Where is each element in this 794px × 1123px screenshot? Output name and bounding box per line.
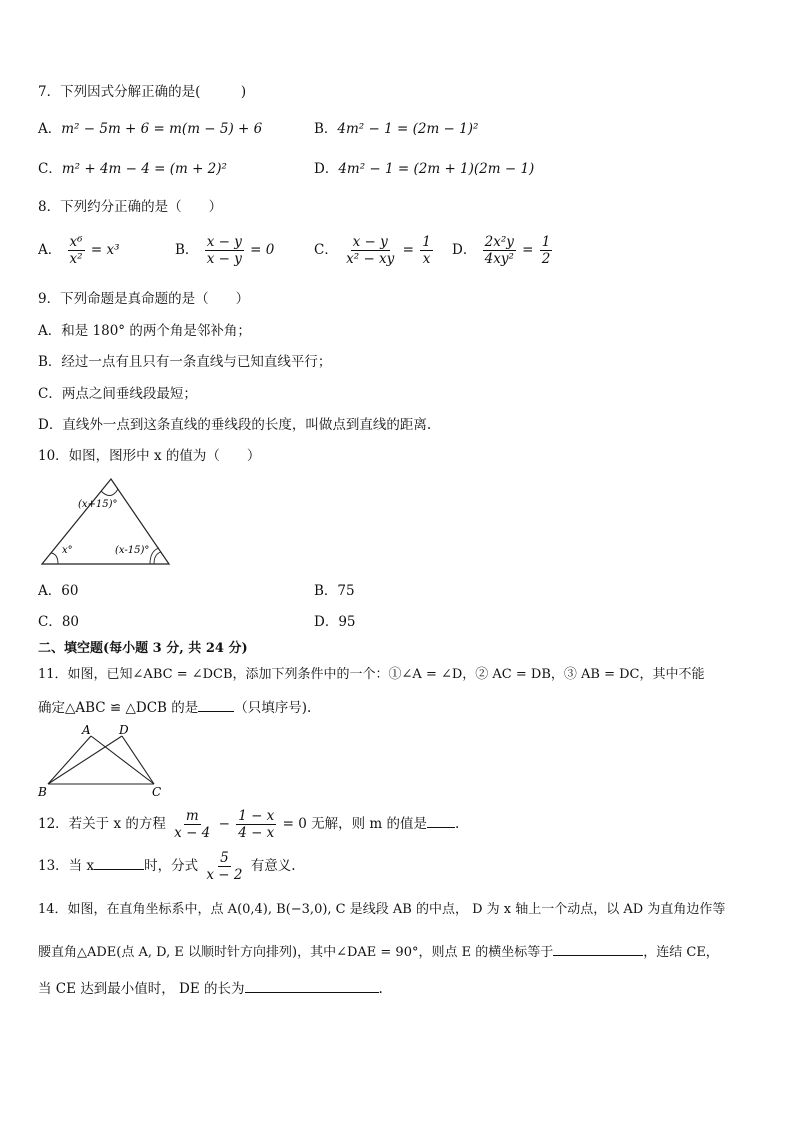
q10-option-d: D．95 [314, 614, 356, 630]
q9-option-c: C．两点之间垂线段最短； [38, 386, 197, 402]
q14-answer-blank-1[interactable] [553, 941, 643, 956]
q13-answer-blank[interactable] [94, 855, 144, 870]
q8-a-fraction: $\frac{\text{x⁶}}{\text{x²}}$ [69, 234, 83, 267]
q8-option-d: D． $\frac{\text{2x²y}}{\text{4xy²}}$ = $\frac{1}{2}$ [452, 234, 551, 267]
q11-triangles-figure [36, 722, 166, 798]
q9-option-b: B．经过一点有且只有一条直线与已知直线平行； [38, 354, 332, 370]
point-c-label: C [152, 785, 162, 798]
q11-answer-blank[interactable] [198, 697, 234, 712]
q14-line1: 14．如图，在直角坐标系中，点 A(0,4), B(−3,0), C 是线段 AB 的中点， D 为 x 轴上一个动点，以 AD 为直角边作等 [38, 902, 726, 917]
q9-stem: 9．下列命题是真命题的是（ ） [38, 291, 250, 307]
point-d-label: D [119, 723, 129, 737]
q10-stem: 10．如图，图形中 x 的值为（ ） [38, 448, 261, 464]
q9-option-d: D．直线外一点到这条直线的垂线段的长度，叫做点到直线的距离. [38, 417, 432, 433]
q7-option-c: C．m² + 4m − 4 = (m + 2)² [38, 161, 227, 177]
q12-fraction-1: $\frac{m}{x - 4}$ [174, 808, 211, 841]
q10-option-b: B．75 [314, 583, 355, 599]
q12-line: 12．若关于 x 的方程 $\frac{m}{x - 4}$ − $\frac{1 - x}{4 - x}$ = 0 无解，则 m 的值是 . [38, 808, 460, 841]
q7-option-d: D．4m² − 1 = (2m + 1)(2m − 1) [314, 161, 535, 177]
q8-d-fraction: $\frac{\text{2x²y}}{\text{4xy²}}$ [484, 234, 514, 267]
right-angle-arc-1 [154, 552, 161, 564]
top-angle-label: (x+15)° [78, 499, 118, 510]
q14-line3: 当 CE 达到最小值时， DE 的长为 . [38, 978, 383, 998]
q8-d-result-fraction: $\frac{1}{2}$ [541, 234, 551, 267]
point-a-label: A [82, 723, 91, 737]
q9-option-a: A．和是 180° 的两个角是邻补角； [38, 323, 251, 339]
section-heading: 二、填空题(每小题 3 分, 共 24 分) [38, 641, 248, 656]
q13-fraction: $\frac{5}{x - 2}$ [206, 850, 243, 883]
top-angle-arc [101, 489, 118, 496]
q11-line2: 确定△ABC ≌ △DCB 的是 （只填序号). [38, 697, 311, 717]
q8-option-c: C． $\frac{x - y}{\text{x² − xy}}$ = $\frac{1}{x}$ [314, 234, 431, 267]
q8-c-result-fraction: $\frac{1}{x}$ [422, 234, 431, 267]
q8-stem: 8．下列约分正确的是（ ） [38, 199, 223, 215]
q14-line2: 腰直角△ADE(点 A, D, E 以顺时针方向排列)，其中∠DAE = 90°，则点 E 的横坐标等于 ，连结 CE， [38, 941, 719, 962]
segment-dc [122, 736, 154, 784]
q7-option-b: B．4m² − 1 = (2m − 1)² [314, 121, 479, 137]
q13-line: 13．当 x 时，分式 $\frac{5}{x - 2}$ 有意义. [38, 850, 296, 883]
q8-b-fraction: $\frac{x - y}{x - y}$ [206, 234, 242, 267]
q10-triangle-figure [38, 474, 178, 570]
point-b-label: B [38, 785, 47, 798]
q7-option-a: A．m² − 5m + 6 = m(m − 5) + 6 [38, 121, 263, 137]
q8-option-b: B． $\frac{x - y}{x - y}$ = 0 [175, 234, 275, 267]
left-angle-arc [51, 553, 58, 564]
right-angle-label: (x-15)° [115, 545, 150, 556]
q10-option-a: A．60 [38, 583, 79, 599]
q12-fraction-2: $\frac{1 - x}{4 - x}$ [238, 808, 275, 841]
q10-option-c: C．80 [38, 614, 80, 630]
q12-answer-blank[interactable] [427, 813, 455, 828]
left-angle-label: x° [62, 545, 73, 556]
q14-answer-blank-2[interactable] [245, 978, 379, 993]
q7-stem: 7．下列因式分解正确的是( ) [38, 84, 247, 100]
q8-c-fraction: $\frac{x - y}{\text{x² − xy}}$ [346, 234, 395, 267]
q11-line1: 11．如图，已知∠ABC = ∠DCB，添加下列条件中的一个：①∠A = ∠D，② AC = DB，③ AB = DC，其中不能 [38, 667, 705, 682]
q8-option-a: A． $\frac{\text{x⁶}}{\text{x²}}$ = x³ [38, 234, 120, 267]
segment-ac [91, 736, 154, 784]
